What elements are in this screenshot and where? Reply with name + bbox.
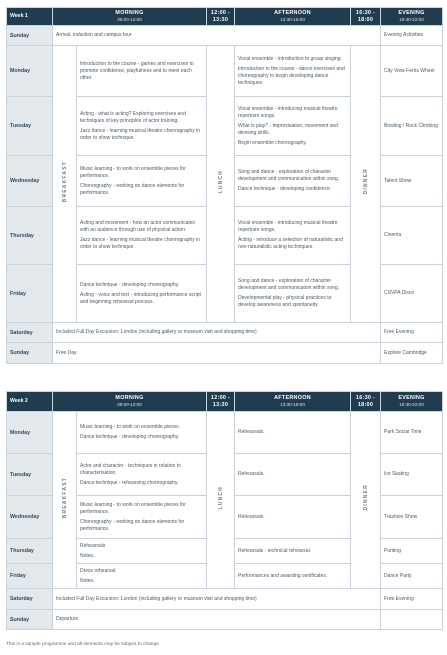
afternoon-cell: Rehearsals. xyxy=(235,412,351,454)
breakfast-column: BREAKFAST xyxy=(53,412,77,589)
day-label: Tuesday xyxy=(7,97,53,156)
day-label: Sunday xyxy=(7,26,53,46)
day-label: Monday xyxy=(7,412,53,454)
afternoon-header: AFTERNOON 13:30-16:00 xyxy=(235,392,351,412)
evening-cell: City View Ferris Wheel xyxy=(381,46,443,97)
table-row xyxy=(7,46,443,97)
day-label: Thursday xyxy=(7,539,53,564)
table-row xyxy=(7,412,443,454)
afternoon-cell: Vocal ensemble - introducing musical theatre repertoire songs. What is play? - Improvisation, movement and devising skills. Begin ensemble choreography. xyxy=(235,97,351,156)
morning-cell: Acting and movement - how an actor communicates with an audience through use of physical action. Jazz dance - learning musical theatre choreography in order to show technique. xyxy=(77,207,207,265)
evening-cell: Cinema xyxy=(381,207,443,265)
breakfast-column: BREAKFAST xyxy=(53,46,77,323)
activity-cell: Arrival, induction and campus tour xyxy=(53,26,381,46)
afternoon-header: AFTERNOON 13:30-16:00 xyxy=(235,8,351,26)
morning-cell: Acting - what is acting? Exploring exercises and techniques of key principles of actor training. Jazz dance - learning musical theatre choreography in order to show technique. xyxy=(77,97,207,156)
afternoon-cell: Song and dance - exploration of character development and communication within song. Developmental play - physical practices to develop awareness and spontaneity. xyxy=(235,265,351,323)
evening-cell xyxy=(381,610,443,630)
day-label: Sunday xyxy=(7,343,53,364)
morning-header: MORNING 09:00-12:00 xyxy=(53,8,207,26)
evening-cell: Park Social Time xyxy=(381,412,443,454)
activity-cell: Included Full Day Excursion: London (including gallery or museum visit and shopping time) xyxy=(53,589,381,610)
day-label: Friday xyxy=(7,265,53,323)
dinner-column: DINNER xyxy=(351,46,381,323)
day-label: Tuesday xyxy=(7,454,53,496)
lunch-time-header: 12:00 - 13:30 xyxy=(207,392,235,412)
day-label: Thursday xyxy=(7,207,53,265)
afternoon-cell: Rehearsals. xyxy=(235,496,351,539)
afternoon-cell: Performances and awarding certificates. xyxy=(235,564,351,589)
morning-cell: Music learning - to work on ensemble pieces for performance. Choreography - working on dance elements for performance. xyxy=(77,156,207,207)
table-row xyxy=(7,323,443,343)
table-row xyxy=(7,343,443,364)
morning-cell: Rehearsals Notes. xyxy=(77,539,207,564)
table-row xyxy=(7,610,443,630)
evening-cell: Free Evening xyxy=(381,589,443,610)
evening-cell: CSVPA Disco xyxy=(381,265,443,323)
dinner-column: DINNER xyxy=(351,412,381,589)
evening-cell: Free Evening xyxy=(381,323,443,343)
afternoon-cell: Vocal ensemble - introducing musical theatre repertoire songs. Acting - introduce a selection of naturalistic and non-naturalistic acting techniques. xyxy=(235,207,351,265)
evening-header: EVENING 19:30-22:00 xyxy=(381,8,443,26)
day-label: Wednesday xyxy=(7,496,53,539)
table-row xyxy=(7,26,443,46)
evening-cell: Explore Cambridge xyxy=(381,343,443,364)
day-label: Sunday xyxy=(7,610,53,630)
dinner-time-header: 16:30 - 18:00 xyxy=(351,8,381,26)
lunch-time-header: 12:00 - 13:30 xyxy=(207,8,235,26)
evening-cell: Punting xyxy=(381,539,443,564)
evening-cell: Bowling / Rock Climbing xyxy=(381,97,443,156)
activity-cell: Departure xyxy=(53,610,381,630)
evening-cell: Talent Show xyxy=(381,156,443,207)
evening-cell: Evening Activities xyxy=(381,26,443,46)
day-label: Saturday xyxy=(7,323,53,343)
afternoon-cell: Rehearsals - technical rehearsal. xyxy=(235,539,351,564)
day-label: Monday xyxy=(7,46,53,97)
table-row xyxy=(7,589,443,610)
activity-cell: Included Full Day Excursion: London (including gallery or museum visit and shopping time) xyxy=(53,323,381,343)
morning-cell: Music learning - to work on ensemble pieces. Dance technique - developing choreography. xyxy=(77,412,207,454)
day-label: Wednesday xyxy=(7,156,53,207)
week-1-label: Week 1 xyxy=(7,8,53,26)
lunch-column: LUNCH xyxy=(207,46,235,323)
morning-cell: Introduction to the course - games and exercises to promote confidence, playfulness and to meet each other. xyxy=(77,46,207,97)
afternoon-cell: Rehearsals. xyxy=(235,454,351,496)
evening-cell: Trashion Show xyxy=(381,496,443,539)
week-2-schedule-table xyxy=(6,391,443,630)
day-label: Saturday xyxy=(7,589,53,610)
lunch-column: LUNCH xyxy=(207,412,235,589)
dinner-time-header: 16:30 - 18:00 xyxy=(351,392,381,412)
evening-cell: Ice Skating xyxy=(381,454,443,496)
evening-cell: Dance Party xyxy=(381,564,443,589)
day-label: Friday xyxy=(7,564,53,589)
activity-cell: Free Day xyxy=(53,343,381,364)
week-2-header-row xyxy=(7,392,443,412)
afternoon-cell: Vocal ensemble - introduction to group singing. Introduction to the course - dance exercises and choreography to begin developing dance techniques xyxy=(235,46,351,97)
week-1-schedule-table xyxy=(6,7,443,364)
morning-cell: Music learning - to work on ensemble pieces for performance. Choreography - working on dance elements for performance. xyxy=(77,496,207,539)
morning-cell: Dance technique - developing choreography. Acting - voice and text - introducing performance script and beginning rehearsal process. xyxy=(77,265,207,323)
morning-cell: Actor and character - techniques in relation to characterisation. Dance technique - rehearsing choreography. xyxy=(77,454,207,496)
evening-header: EVENING 19:30-22:00 xyxy=(381,392,443,412)
week-2-label: Week 2 xyxy=(7,392,53,412)
afternoon-cell: Song and dance - exploration of character development and communication within song. Dance technique - developing confidence. xyxy=(235,156,351,207)
morning-cell: Dress rehearsal. Notes. xyxy=(77,564,207,589)
footnote: This is a sample programme and all elements may be subject to change. xyxy=(6,642,161,647)
morning-header: MORNING 09:00-12:00 xyxy=(53,392,207,412)
week-1-header-row xyxy=(7,8,443,26)
